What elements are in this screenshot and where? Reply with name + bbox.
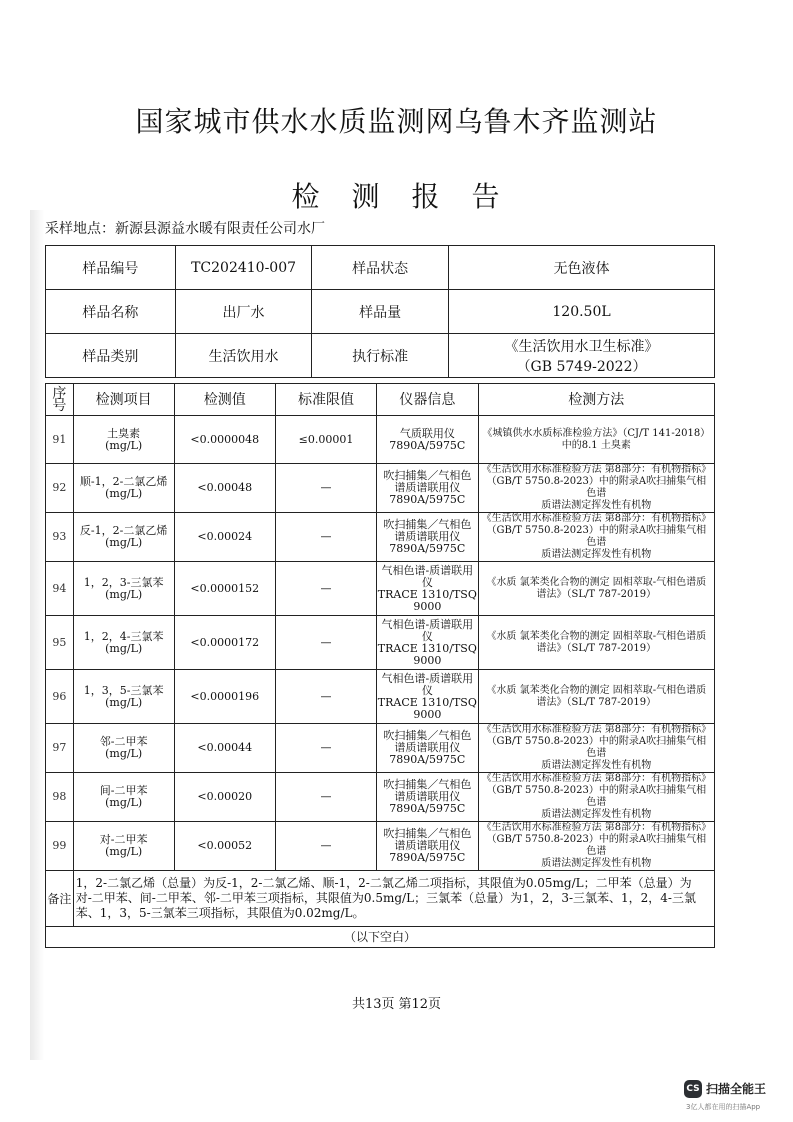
- test-value: [174, 773, 275, 822]
- test-item-line: 邻-二甲苯: [99, 735, 148, 748]
- instrument-info: [377, 562, 479, 616]
- header-limit: 标准限值: [275, 384, 376, 416]
- row-number-line: 95: [52, 635, 67, 649]
- note-text: [73, 871, 714, 927]
- test-value-line: <0.0000048: [190, 432, 260, 446]
- sample-amount-value: 120.50L: [449, 290, 715, 334]
- instrument-info-line: 谱质谱联用仪: [394, 481, 461, 494]
- standard-limit-line: —: [320, 689, 332, 703]
- row-number: [46, 616, 74, 670]
- page-current: 第12页: [398, 997, 442, 1012]
- sample-state-label: 样品状态: [312, 246, 449, 290]
- instrument-info-line: 吹扫捕集／气相色: [383, 518, 472, 531]
- standard-limit: [275, 822, 376, 871]
- scan-edge-shadow: [30, 210, 44, 1060]
- test-method-line: 谱法》（SL/T 787-2019）: [536, 588, 657, 600]
- watermark-subtitle: 3亿人都在用的扫描App: [686, 1103, 761, 1111]
- sample-name-value: 出厂水: [175, 290, 311, 334]
- test-value-line: <0.0000152: [190, 581, 260, 595]
- instrument-info-line: TRACE 1310/TSQ: [377, 587, 477, 601]
- standard-limit: [275, 724, 376, 773]
- instrument-info-line: 气相色谱-质谱联用: [381, 617, 474, 631]
- instrument-info-line: 7890A/5975C: [389, 802, 466, 815]
- test-method-line: （GB/T 5750.8-2023）中的附录A吹扫捕集气相色谱: [486, 736, 707, 759]
- sample-no-value: TC202410-007: [175, 246, 311, 290]
- standard-name: 《生活饮用水卫生标准》: [504, 338, 659, 355]
- test-method-line: 《水质 氯苯类化合物的测定 固相萃取-气相色谱质: [486, 684, 707, 696]
- test-item-line: (mg/L): [105, 487, 143, 500]
- standard-limit-line: —: [320, 839, 332, 852]
- instrument-info-line: 7890A/5975C: [389, 753, 466, 766]
- sampling-site-value: 新源县源益水暖有限责任公司水厂: [115, 221, 325, 237]
- test-value-line: <0.00048: [197, 481, 253, 494]
- test-item: [73, 416, 174, 464]
- test-method-line: （GB/T 5750.8-2023）中的附录A吹扫捕集气相色谱: [486, 525, 707, 548]
- instrument-info-line: TRACE 1310/TSQ: [377, 641, 477, 655]
- test-method-line: 质谱法测定挥发性有机物: [541, 809, 652, 820]
- test-item: [73, 773, 174, 822]
- table-row: [46, 724, 715, 773]
- instrument-info-line: 仪: [421, 629, 433, 643]
- standard-limit: [275, 416, 376, 464]
- test-value: [174, 562, 275, 616]
- test-item-line: 1，2，4-三氯苯: [83, 629, 164, 643]
- results-header-row: [46, 384, 715, 416]
- instrument-info-line: 吹扫捕集／气相色: [383, 778, 472, 791]
- test-value: [174, 724, 275, 773]
- test-method-line: （GB/T 5750.8-2023）中的附录A吹扫捕集气相色谱: [486, 476, 707, 499]
- standard-limit-line: —: [320, 581, 332, 595]
- test-item-line: 间-二甲苯: [99, 784, 148, 797]
- standard-code: （GB 5749-2022）: [516, 358, 647, 375]
- instrument-info: [377, 513, 479, 562]
- test-item-line: (mg/L): [105, 587, 143, 601]
- instrument-info-line: 谱质谱联用仪: [394, 530, 461, 543]
- test-item-line: (mg/L): [105, 796, 143, 809]
- test-method: [478, 464, 714, 513]
- test-method-line: 《生活饮用水标准检验方法 第8部分：有机物指标》: [481, 464, 712, 475]
- row-number: [46, 464, 74, 513]
- instrument-info: [377, 464, 479, 513]
- standard-limit-line: —: [320, 790, 332, 803]
- test-method: [478, 822, 714, 871]
- test-value: [174, 464, 275, 513]
- row-number: [46, 562, 74, 616]
- note-line-2: 对-二甲苯、间-二甲苯、邻-二甲苯三项指标，其限值为0.5mg/L；三氯苯（总量）为1，2，3-三氯苯、1，2，4-三氯: [75, 891, 696, 905]
- sample-amount-label: 样品量: [312, 290, 449, 334]
- test-method-line: 质谱法测定挥发性有机物: [541, 500, 652, 511]
- test-method: [478, 416, 714, 464]
- note-row: [46, 871, 715, 927]
- test-item-line: (mg/L): [105, 695, 143, 709]
- test-method: [478, 562, 714, 616]
- test-item: [73, 670, 174, 724]
- test-value-line: <0.0000196: [190, 689, 260, 703]
- test-method-line: 谱法》（SL/T 787-2019）: [536, 696, 657, 708]
- row-number: [46, 724, 74, 773]
- row-number: [46, 773, 74, 822]
- test-item: [73, 562, 174, 616]
- header-item: 检测项目: [73, 384, 174, 416]
- test-item-line: 1，3，5-三氯苯: [83, 683, 164, 697]
- standard-limit-line: —: [320, 530, 332, 543]
- instrument-info: [377, 773, 479, 822]
- watermark-name: 扫描全能王: [706, 1082, 767, 1096]
- results-table: [45, 383, 715, 948]
- test-value-line: <0.0000172: [190, 635, 260, 649]
- sample-info-table: [45, 245, 715, 378]
- test-value: [174, 616, 275, 670]
- organization-title: 国家城市供水水质监测网乌鲁木齐监测站: [135, 105, 658, 138]
- instrument-info-line: TRACE 1310/TSQ: [377, 695, 477, 709]
- row-number-line: 93: [52, 530, 67, 543]
- standard-limit: [275, 773, 376, 822]
- instrument-info-line: 9000: [413, 707, 442, 721]
- instrument-info: [377, 416, 479, 464]
- test-item-line: (mg/L): [105, 438, 143, 452]
- table-row: [46, 670, 715, 724]
- table-row: [46, 416, 715, 464]
- test-method: [478, 670, 714, 724]
- test-item: [73, 464, 174, 513]
- sampling-site: [45, 218, 325, 238]
- standard-limit-line: —: [320, 635, 332, 649]
- instrument-info-line: 吹扫捕集／气相色: [383, 827, 472, 840]
- sample-no-label: 样品编号: [46, 246, 176, 290]
- test-method-line: 中的8.1 土臭素: [561, 439, 631, 451]
- standard-limit-line: ≤0.00001: [298, 432, 354, 446]
- table-row: [46, 616, 715, 670]
- test-method-line: 《水质 氯苯类化合物的测定 固相萃取-气相色谱质: [486, 576, 707, 588]
- test-method-line: 《城镇供水水质标准检验方法》（CJ/T 141-2018）: [482, 427, 711, 439]
- table-row: [46, 822, 715, 871]
- instrument-info-line: 谱质谱联用仪: [394, 790, 461, 803]
- test-method-line: 《生活饮用水标准检验方法 第8部分：有机物指标》: [481, 822, 712, 833]
- test-item: [73, 616, 174, 670]
- row-number-line: 99: [52, 839, 67, 852]
- standard-limit-line: —: [320, 481, 332, 494]
- test-value-line: <0.00052: [197, 839, 253, 852]
- sample-name-label: 样品名称: [46, 290, 176, 334]
- test-method-line: 《生活饮用水标准检验方法 第8部分：有机物指标》: [481, 773, 712, 784]
- test-method: [478, 513, 714, 562]
- note-line-3: 苯、1，3，5-三氯苯三项指标，其限值为0.02mg/L。: [75, 906, 365, 920]
- page-total: 共13页: [351, 997, 395, 1012]
- test-method: [478, 616, 714, 670]
- standard-limit-line: —: [320, 741, 332, 754]
- blank-row: [46, 927, 715, 948]
- page-footer: [0, 993, 793, 1012]
- blank-text: （以下空白）: [46, 927, 715, 948]
- test-item-line: (mg/L): [105, 747, 143, 760]
- instrument-info: [377, 670, 479, 724]
- test-method: [478, 773, 714, 822]
- table-row: [46, 562, 715, 616]
- instrument-info: [377, 822, 479, 871]
- report-title: 检测报告: [291, 180, 532, 213]
- header-value: 检测值: [174, 384, 275, 416]
- scanner-watermark: [684, 1078, 784, 1114]
- standard-label: 执行标准: [312, 334, 449, 378]
- test-method-line: 谱法》（SL/T 787-2019）: [536, 642, 657, 654]
- test-value: [174, 513, 275, 562]
- note-label: 备注: [46, 871, 74, 927]
- test-method-line: （GB/T 5750.8-2023）中的附录A吹扫捕集气相色谱: [486, 834, 707, 857]
- table-row: [46, 513, 715, 562]
- test-method-line: 质谱法测定挥发性有机物: [541, 760, 652, 771]
- row-number-line: 97: [52, 741, 67, 754]
- table-row: [46, 464, 715, 513]
- row-number: [46, 822, 74, 871]
- sampling-site-label: 采样地点：: [45, 221, 115, 237]
- instrument-info-line: 9000: [413, 599, 442, 613]
- test-method-line: 《生活饮用水标准检验方法 第8部分：有机物指标》: [481, 513, 712, 524]
- header-method: 检测方法: [478, 384, 714, 416]
- test-value-line: <0.00044: [197, 741, 253, 754]
- test-value-line: <0.00024: [197, 530, 253, 543]
- test-item: [73, 513, 174, 562]
- instrument-info-line: 吹扫捕集／气相色: [383, 729, 472, 742]
- row-number-line: 94: [52, 581, 67, 595]
- test-item-line: (mg/L): [105, 641, 143, 655]
- standard-limit: [275, 670, 376, 724]
- row-number-line: 92: [52, 481, 67, 494]
- test-item: [73, 724, 174, 773]
- test-value: [174, 670, 275, 724]
- test-item-line: (mg/L): [105, 536, 143, 549]
- header-no: 序号: [46, 384, 74, 416]
- test-method-line: （GB/T 5750.8-2023）中的附录A吹扫捕集气相色谱: [486, 785, 707, 808]
- test-value: [174, 822, 275, 871]
- test-method-line: 质谱法测定挥发性有机物: [541, 858, 652, 869]
- test-item-line: 反-1，2-二氯乙烯: [79, 524, 168, 537]
- test-method-line: 《水质 氯苯类化合物的测定 固相萃取-气相色谱质: [486, 630, 707, 642]
- test-value: [174, 416, 275, 464]
- test-item-line: 顺-1，2-二氯乙烯: [79, 475, 168, 488]
- test-value-line: <0.00020: [197, 790, 253, 803]
- test-method-line: 质谱法测定挥发性有机物: [541, 549, 652, 560]
- instrument-info-line: 仪: [421, 683, 433, 697]
- instrument-info-line: 谱质谱联用仪: [394, 741, 461, 754]
- sample-state-value: 无色液体: [449, 246, 715, 290]
- instrument-info-line: 7890A/5975C: [389, 438, 466, 452]
- header-instrument: 仪器信息: [377, 384, 479, 416]
- instrument-info-line: 7890A/5975C: [389, 542, 466, 555]
- standard-limit: [275, 513, 376, 562]
- test-item: [73, 822, 174, 871]
- instrument-info-line: 气相色谱-质谱联用: [381, 563, 474, 577]
- test-item-line: 土臭素: [107, 426, 141, 440]
- test-method-line: 《生活饮用水标准检验方法 第8部分：有机物指标》: [481, 724, 712, 735]
- table-row: [46, 773, 715, 822]
- note-line-1: 1，2-二氯乙烯（总量）为反-1，2-二氯乙烯、顺-1，2-二氯乙烯二项指标，其限值为0.05mg/L；二甲苯（总量）为: [75, 876, 692, 890]
- sample-category-value: 生活饮用水: [175, 334, 311, 378]
- instrument-info: [377, 724, 479, 773]
- instrument-info: [377, 616, 479, 670]
- standard-limit: [275, 562, 376, 616]
- row-number: [46, 416, 74, 464]
- camscanner-logo-icon: CS: [684, 1080, 702, 1098]
- instrument-info-line: 吹扫捕集／气相色: [383, 469, 472, 482]
- standard-limit: [275, 616, 376, 670]
- instrument-info-line: 9000: [413, 653, 442, 667]
- row-number: [46, 513, 74, 562]
- standard-limit: [275, 464, 376, 513]
- instrument-info-line: 7890A/5975C: [389, 493, 466, 506]
- instrument-info-line: 仪: [421, 575, 433, 589]
- row-number-line: 98: [52, 790, 67, 803]
- row-number: [46, 670, 74, 724]
- test-item-line: 1，2，3-三氯苯: [83, 575, 164, 589]
- row-number-line: 96: [52, 689, 67, 703]
- test-item-line: (mg/L): [105, 845, 143, 858]
- instrument-info-line: 谱质谱联用仪: [394, 839, 461, 852]
- instrument-info-line: 气相色谱-质谱联用: [381, 671, 474, 685]
- standard-value: [449, 334, 715, 378]
- test-item-line: 对-二甲苯: [99, 833, 148, 846]
- instrument-info-line: 气质联用仪: [399, 426, 455, 440]
- test-method: [478, 724, 714, 773]
- instrument-info-line: 7890A/5975C: [389, 851, 466, 864]
- row-number-line: 91: [52, 432, 67, 446]
- sample-category-label: 样品类别: [46, 334, 176, 378]
